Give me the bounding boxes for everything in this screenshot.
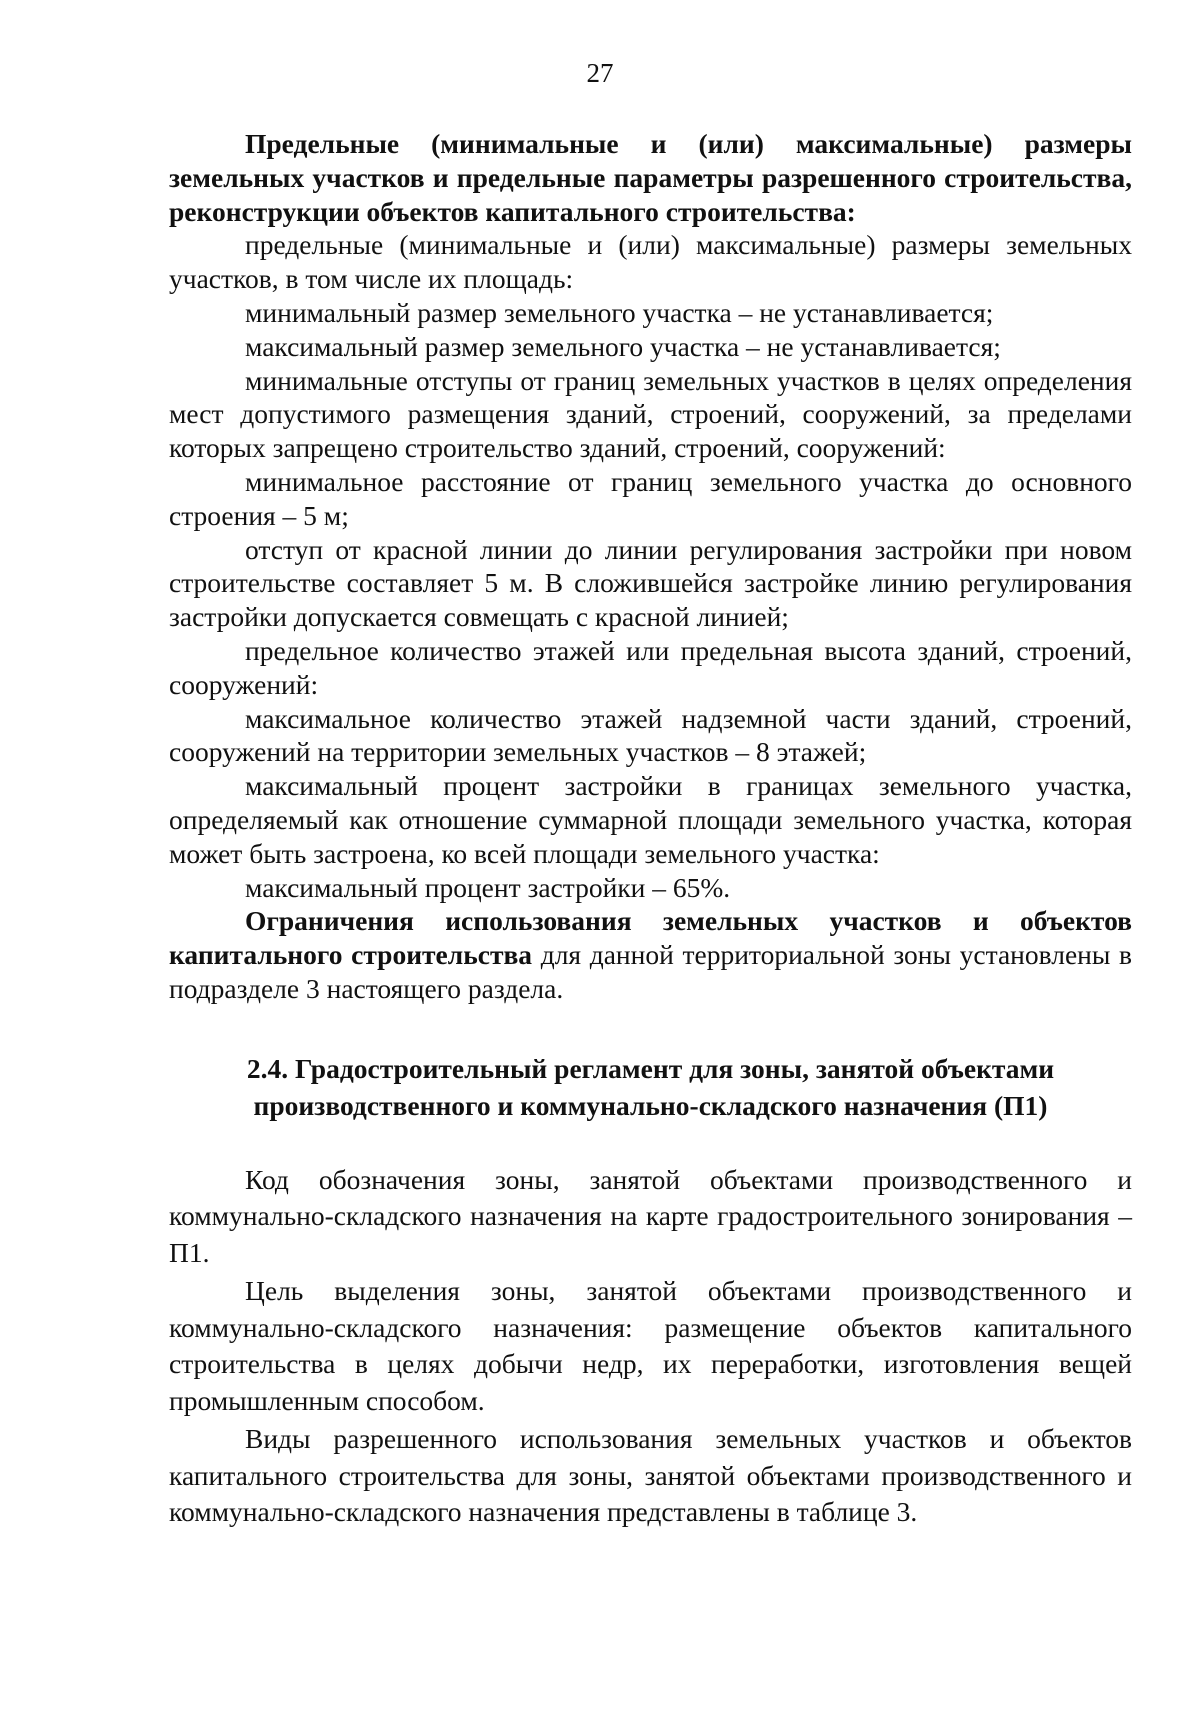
paragraph: предельные (минимальные и (или) максимальные) размеры земельных участков, в том числе их площадь:	[169, 229, 1132, 295]
section-title-limits: Предельные (минимальные и (или) максимальные) размеры земельных участков и предельные параметры разрешенного строительства, реконструкции объектов капитального строительства:	[169, 128, 1132, 227]
page-number: 27	[586, 58, 614, 88]
section-heading-line-2: производственного и коммунально-складского назначения (П1)	[253, 1089, 1048, 1121]
restrictions-text: для данной территориальной зоны установлены в подразделе 3 настоящего раздела.	[169, 939, 1132, 1004]
restrictions-paragraph	[169, 904, 1132, 1005]
section-heading-line-1: 2.4. Градостроительный регламент для зоны, занятой объектами	[246, 1052, 1055, 1084]
section-body	[169, 1162, 1132, 1531]
paragraph: максимальный процент застройки – 65%.	[245, 871, 731, 903]
paragraph: Код обозначения зоны, занятой объектами производственного и коммунально-складского назначения на карте градостроительного зонирования – П1.	[169, 1163, 1132, 1268]
paragraph: максимальный процент застройки в границах земельного участка, определяемый как отношение суммарной площади земельного участка, которая может быть застроена, ко всей площади земельного участка:	[169, 770, 1132, 869]
paragraph: минимальное расстояние от границ земельного участка до основного строения – 5 м;	[169, 465, 1132, 531]
paragraph: максимальный размер земельного участка – не устанавливается;	[245, 330, 1001, 362]
restrictions-bold-text: Ограничения использования земельных участков и объектов капитального строительства	[169, 905, 1132, 971]
paragraph: предельное количество этажей или предельная высота зданий, строений, сооружений:	[169, 634, 1132, 700]
paragraph: Виды разрешенного использования земельных участков и объектов капитального строительства для зоны, занятой объектами производственного и коммунально-складского назначения представлены в таблице 3.	[169, 1423, 1132, 1528]
paragraph: минимальные отступы от границ земельных участков в целях определения мест допустимого размещения зданий, строений, сооружений, за пределами которых запрещено строительство зданий, строений, сооружений:	[169, 364, 1132, 464]
paragraph: максимальное количество этажей надземной части зданий, строений, сооружений на территории земельных участков – 8 этажей;	[169, 702, 1132, 768]
paragraph: отступ от красной линии до линии регулирования застройки при новом строительстве составляет 5 м. В сложившейся застройке линию регулирования застройки допускается совмещать с красной линией;	[169, 533, 1132, 633]
paragraph: минимальный размер земельного участка – не устанавливается;	[245, 296, 994, 328]
document-body	[169, 127, 1132, 1531]
paragraph: Цель выделения зоны, занятой объектами производственного и коммунально-складского назначения: размещение объектов капитального строительства в целях добычи недр, их переработки, изготовления вещей промышленным способом.	[169, 1275, 1132, 1416]
section-heading	[169, 1050, 1132, 1124]
